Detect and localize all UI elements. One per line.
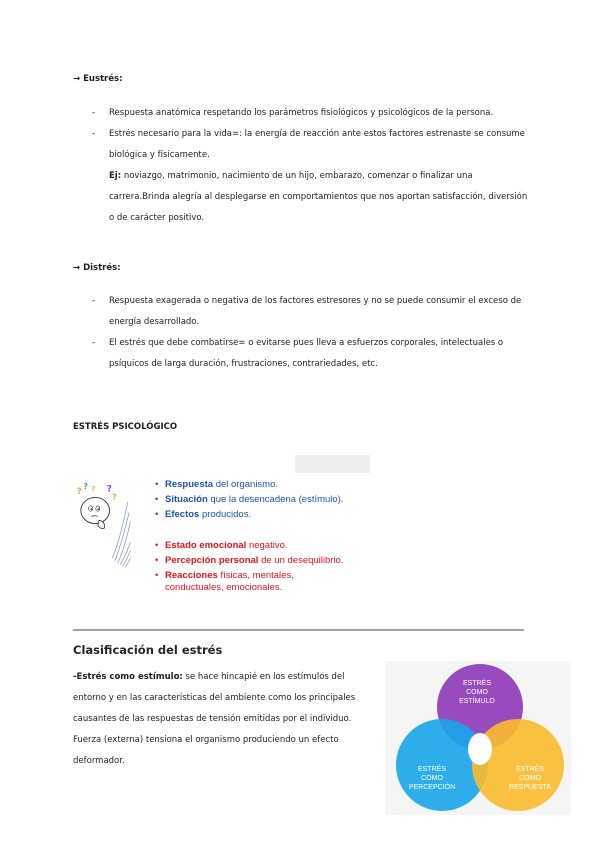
figure-row-text: que la desencadena (estímulo).: [207, 494, 344, 505]
section-divider: [73, 629, 524, 631]
figure-row-continuation: conductuales, emocionales.: [165, 582, 283, 593]
clasificacion-lead-bold: -Estrés como estímulo:: [73, 672, 183, 682]
estres-psicologico-heading: ESTRÉS PSICOLÓGICO: [73, 422, 178, 432]
figure-row-text: negativo.: [246, 540, 288, 551]
example-paragraph: [92, 166, 532, 229]
figure-row-bold: Percepción personal: [165, 555, 259, 566]
eustres-heading: → Eustrés:: [73, 74, 123, 84]
list-item: - El estrés que debe combatirse= o evitarse pues lleva a esfuerzos corporales, intelectuales o psíquicos de larga duración, frustraciones, contrariedades, etc.: [92, 338, 504, 369]
eustres-list: [92, 103, 532, 229]
figure-row-text: producidos.: [199, 509, 252, 520]
figure-row-bold: Estado emocional: [165, 540, 247, 551]
figure-row: • Efectos producidos.: [155, 509, 252, 520]
clasificacion-paragraph: [73, 667, 373, 772]
list-item: - Respuesta exagerada o negativa de los factores estresores y no se puede consumir el exceso de energía desarrollado.: [92, 296, 522, 327]
venn-left-line: PERCEPCIÓN: [408, 784, 456, 791]
figure-row: • Estado emocional negativo.: [155, 540, 288, 551]
figure-row-bold: Situación: [165, 494, 208, 505]
venn-center: [468, 733, 492, 765]
venn-top-line: ESTÍMULO: [459, 698, 495, 705]
list-item-text: Respuesta exagerada o negativa de los factores estresores y no se puede consumir el exceso de energía desarrollado.: [109, 296, 522, 327]
venn-top-line: ESTRÉS: [462, 680, 492, 687]
figure-row-text: del organismo.: [213, 479, 279, 490]
venn-right-line: ESTRÉS: [515, 766, 545, 773]
venn-circle-right: [472, 719, 564, 811]
figure-row: • Respuesta del organismo.: [155, 479, 279, 490]
svg-text:?: ?: [83, 482, 88, 491]
figure-row-text: de un desequilibrio.: [258, 555, 344, 566]
distres-heading: → Distrés:: [73, 263, 121, 273]
svg-text:?: ?: [106, 483, 112, 494]
figure-row: • Percepción personal de un desequilibrio.: [155, 555, 344, 566]
venn-svg: [385, 661, 571, 815]
figure-row-bold: Respuesta: [165, 479, 214, 490]
venn-top-line: COMO: [466, 689, 488, 696]
svg-text:?: ?: [76, 486, 82, 497]
list-item-text: Respuesta anatómica respetando los parámetros fisiológicos y psicológicos de la persona.: [109, 108, 494, 118]
figure-row-bold: Reacciones: [165, 570, 218, 581]
list-item: - Respuesta anatómica respetando los parámetros fisiológicos y psicológicos de la persona.: [92, 108, 494, 118]
thinking-cartoon-icon: [73, 455, 133, 598]
figure-row-bold: Efectos: [165, 509, 200, 520]
estres-psicologico-figure: [73, 455, 370, 598]
venn-right-line: COMO: [519, 775, 541, 782]
distres-list: [92, 291, 532, 375]
example-label: Ej:: [109, 171, 122, 181]
example-text: noviazgo, matrimonio, nacimiento de un hijo, embarazo, comenzar o finalizar una carrera.Brinda alegría al desplegarse en comportamientos que nos aportan satisfacción, diversión o de carácter positivo.: [109, 171, 528, 223]
venn-right-line: RESPUESTA: [509, 784, 551, 791]
clasificacion-heading: Clasificación del estrés: [73, 643, 223, 657]
figure-row: • Reacciones físicas, mentales,: [155, 570, 294, 581]
venn-left-line: ESTRÉS: [417, 766, 447, 773]
svg-text:?: ?: [91, 483, 96, 493]
figure-header-bar: [295, 455, 370, 473]
list-item-text: Estrés necesario para la vida=: la energía de reacción ante estos factores estrenaste se consume biológica y físicamente.: [109, 129, 525, 160]
venn-left-line: COMO: [421, 775, 443, 782]
venn-diagram: [385, 661, 571, 815]
list-item-text: El estrés que debe combatirse= o evitarse pues lleva a esfuerzos corporales, intelectuales o psíquicos de larga duración, frustraciones, contrariedades, etc.: [109, 338, 504, 369]
clasificacion-lead-text: se hace hincapié en los estímulos del entorno y en las características del ambiente como los principales causantes de las respuestas de tensión emitidas por el individuo. Fuerza (externa) tensiona el organismo produciendo un efecto deformador.: [73, 672, 356, 766]
figure-row: • Situación que la desencadena (estímulo).: [155, 494, 344, 505]
list-item: - Estrés necesario para la vida=: la energía de reacción ante estos factores estrenaste se consume biológica y físicamente.: [92, 129, 525, 160]
figure-row-text: físicas, mentales,: [217, 570, 294, 581]
svg-text:?: ?: [112, 492, 117, 502]
